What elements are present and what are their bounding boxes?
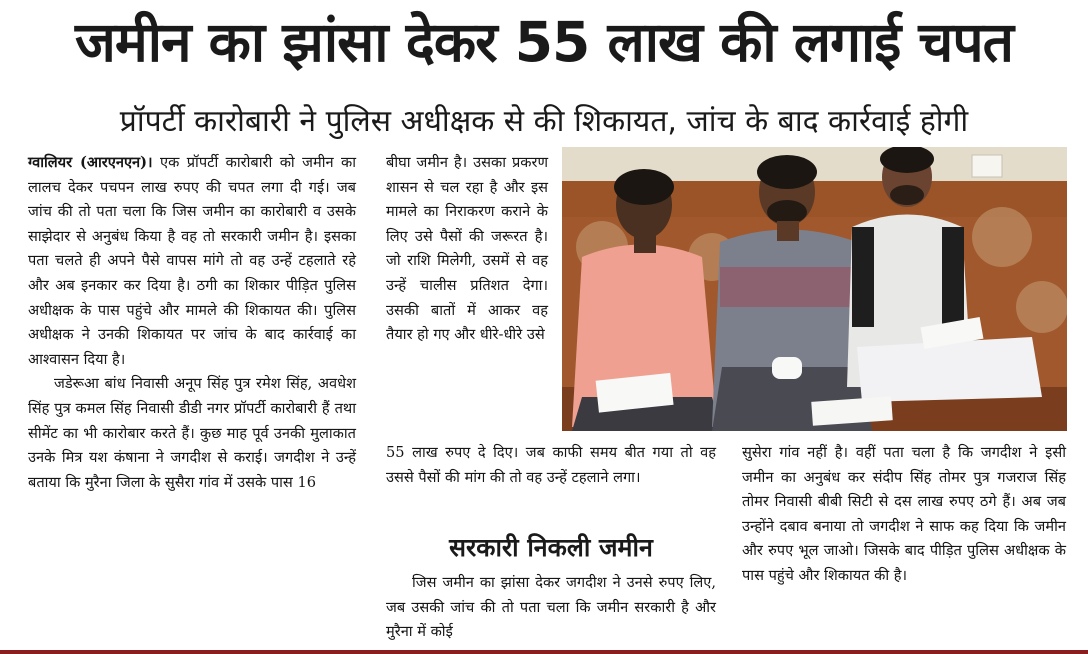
- article-column-2-top: [386, 151, 548, 348]
- article-column-3: [742, 441, 1066, 589]
- para1-text: एक प्रॉपर्टी कारोबारी को जमीन का लालच देकर पचपन लाख रुपए की चपत लगा दी गई। जब जांच की तो पता चला कि जिस जमीन का कारोबारी व उसके साझेदार से अनुबंध किया है वह तो सरकारी जमीन है। इसका पता चलते ही अपने पैसे वापस मांगे तो वह उन्हें टहलाते रहे और अब इनकार कर दिया है। ठगी का शिकार पीड़ित पुलिस अधीक्षक के पास पहुंचे और मामले की शिकायत की। पुलिस अधीक्षक ने उनकी शिकायत पर जांच के बाद कार्रवाई का आश्वासन दिया है।: [28, 154, 357, 368]
- news-photo: [562, 147, 1067, 431]
- article-column-1: [28, 151, 356, 495]
- col2-top-text: बीघा जमीन है। उसका प्रकरण शासन से चल रहा है और इस मामले का निराकरण कराने के लिए उसे पैसों की जरूरत है। जो राशि मिलेगी, उसमें से वह उन्हें चालीस प्रतिशत देगा। उसकी बातों में आकर वह तैयार हो गए और धीरे-धीरे उसे: [386, 154, 548, 344]
- article-column-2-section: [386, 571, 716, 645]
- bottom-rule: [0, 650, 1088, 654]
- article-paragraph-2: जडेरूआ बांध निवासी अनूप सिंह पुत्र रमेश सिंह, अवधेश सिंह पुत्र कमल सिंह निवासी डीडी नगर प्रॉपर्टी कारोबारी हैं तथा सीमेंट का भी कारोबार करते हैं। कुछ माह पूर्व उनकी मुलाकात उनके मित्र यश कंषाना ने जगदीश से कराई। जगदीश ने उन्हें बताया कि मुरैना जिला के सुसैरा गांव में उसके पास 16: [28, 375, 356, 491]
- article-paragraph-3: जिस जमीन का झांसा देकर जगदीश ने उनसे रुपए लिए, जब उसकी जांच की तो पता चला कि जमीन सरकारी है और मुरैना में कोई: [386, 574, 716, 641]
- section-subheading: सरकारी निकली जमीन: [449, 533, 653, 562]
- headline: जमीन का झांसा देकर 55 लाख की लगाई चपत: [75, 10, 1013, 74]
- subheadline: प्रॉपर्टी कारोबारी ने पुलिस अधीक्षक से की शिकायत, जांच के बाद कार्रवाई होगी: [119, 104, 969, 139]
- col2-bottom-text: 55 लाख रुपए दे दिए। जब काफी समय बीत गया तो वह उससे पैसों की मांग की तो वह उन्हें टहलाने लगा।: [386, 444, 716, 486]
- article-column-2-bottom: [386, 441, 716, 490]
- dateline: ग्वालियर (आरएनएन)।: [28, 154, 153, 171]
- article-paragraph-1: [28, 151, 356, 372]
- col3-text: सुसेरा गांव नहीं है। वहीं पता चला है कि जगदीश ने इसी जमीन का अनुबंध कर संदीप सिंह तोमर पुत्र गजराज सिंह तोमर निवासी बीबी सिटी से दस लाख रुपए ठगे हैं। अब जब उन्होंने दबाव बनाया तो जगदीश ने साफ कह दिया कि जमीन और रुपए भूल जाओ। जिसके बाद पीड़ित पुलिस अधीक्षक के पास पहुंचे और शिकायत की है।: [742, 444, 1066, 584]
